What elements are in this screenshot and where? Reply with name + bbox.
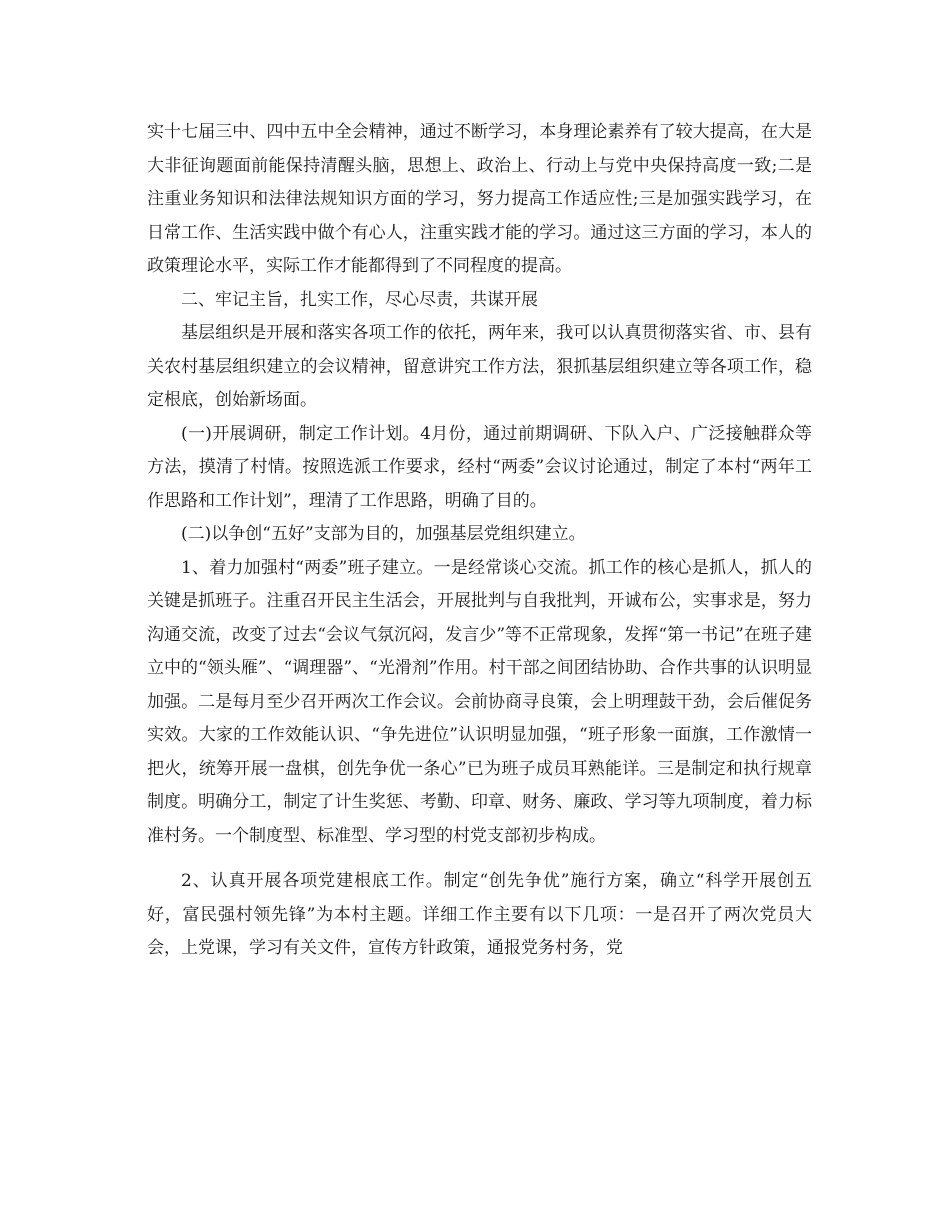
paragraph-research-plan: (一)开展调研，制定工作计划。4月份，通过前期调研、下队入户、广泛接触群众等方法，摸清了村情。按照选派工作要求，经村“两委”会议讨论通过，制定了本村“两年工作思路和工作计划”，理清了工作思路，明确了目的。	[147, 423, 812, 511]
section-heading-two: 二、牢记主旨，扎实工作，尽心尽责，共谋开展	[181, 289, 538, 310]
paragraph-grassroots-organization: 基层组织是开展和落实各项工作的依托，两年来，我可以认真贯彻落实省、市、县有关农村基层组织建立的会议精神，留意讲究工作方法，狠抓基层组织建立等各项工作，稳定根底，创始新场面。	[147, 323, 812, 410]
paragraph-five-good-branch: (二)以争创“五好”支部为目的，加强基层党组织建立。	[181, 524, 586, 544]
paragraph-party-building: 2、认真开展各项党建根底工作。制定“创先争优”施行方案，确立“科学开展创五好，富民强村领先锋”为本村主题。详细工作主要有以下几项：一是召开了两次党员大会，上党课，学习有关文件，宣传方针政策，通报党务村务，党	[147, 871, 812, 958]
paragraph-team-building: 1、着力加强村“两委”班子建立。一是经常谈心交流。抓工作的核心是抓人，抓人的关键是抓班子。注重召开民主生活会，开展批判与自我批判，开诚布公，实事求是，努力沟通交流，改变了过去“会议气氛沉闷，发言少”等不正常现象，发挥“第一书记”在班子建立中的“领头雁”、“调理器”、“光滑剂”作用。村干部之间团结协助、合作共事的认识明显加强。二是每月至少召开两次工作会议。会前协商寻良策，会上明理鼓干劲，会后催促务实效。大家的工作效能认识、“争先进位”认识明显加强，“班子形象一面旗，工作激情一把火，统筹开展一盘棋，创先争优一条心”已为班子成员耳熟能详。三是制定和执行规章制度。明确分工，制定了计生奖惩、考勤、印章、财务、廉政、学习等九项制度，着力标准村务。一个制度型、标准型、学习型的村党支部初步构成。	[147, 557, 812, 846]
document-body	[147, 116, 812, 966]
paragraph-study-summary: 实十七届三中、四中五中全会精神，通过不断学习，本身理论素养有了较大提高，在大是大非征询题面前能保持清醒头脑，思想上、政治上、行动上与党中央保持高度一致;二是注重业务知识和法律法规知识方面的学习，努力提高工作适应性;三是加强实践学习，在日常工作、生活实践中做个有心人，注重实践才能的学习。通过这三方面的学习，本人的政策理论水平，实际工作才能都得到了不同程度的提高。	[147, 122, 812, 276]
